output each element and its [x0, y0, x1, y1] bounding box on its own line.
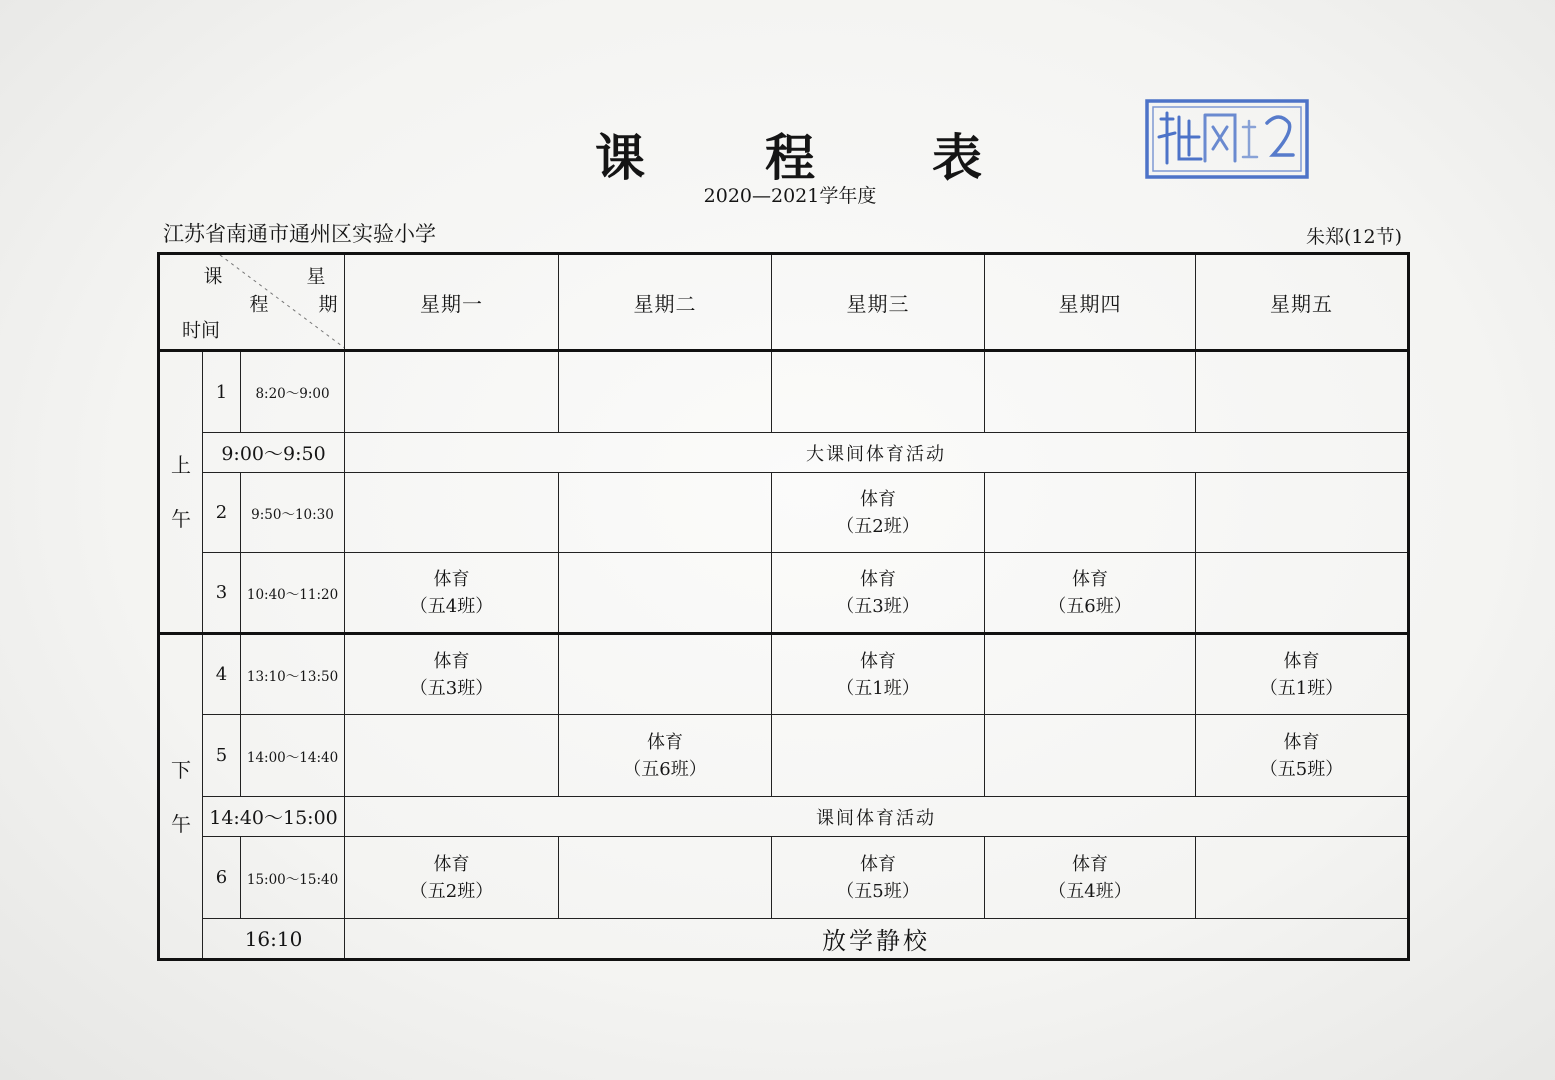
period-time: 8:20～9:00	[241, 351, 345, 433]
schedule-cell	[772, 553, 985, 634]
break-time: 9:00～9:50	[203, 433, 345, 473]
schedule-cell	[559, 837, 772, 919]
session-char: 午	[171, 811, 191, 836]
schedule-cell	[345, 634, 559, 715]
schedule-cell	[985, 837, 1196, 919]
session-morning	[159, 351, 203, 634]
schedule-cell	[345, 837, 559, 919]
teacher-name: 朱郑(12节)	[1305, 226, 1402, 248]
period-time: 10:40～11:20	[241, 553, 345, 634]
subject-text: 体育	[433, 568, 470, 590]
corner-label: 星	[306, 265, 326, 288]
schedule-cell	[985, 473, 1196, 553]
corner-label: 期	[318, 293, 338, 316]
schedule-cell	[559, 473, 772, 553]
schedule-cell	[772, 715, 985, 797]
schedule-cell	[1196, 715, 1409, 797]
subject-text: 体育	[860, 568, 897, 590]
break-row	[159, 797, 1409, 837]
schedule-cell	[1196, 553, 1409, 634]
subject-text: 体育	[1283, 731, 1320, 753]
class-text: （五4班）	[409, 595, 494, 617]
schedule-cell	[559, 634, 772, 715]
class-text: （五6班）	[1048, 595, 1132, 617]
period-row	[159, 473, 1409, 553]
header-row	[159, 254, 1409, 351]
dismissal-row	[159, 919, 1409, 960]
class-text: （五3班）	[836, 595, 920, 617]
title-char: 程	[765, 128, 815, 187]
schedule-cell	[1196, 351, 1409, 433]
subject-text: 体育	[860, 650, 897, 672]
school-name: 江苏省南通市通州区实验小学	[163, 222, 436, 246]
break-time: 14:40～15:00	[203, 797, 345, 837]
break-label: 大课间体育活动	[345, 433, 1409, 473]
schedule-cell	[559, 553, 772, 634]
period-number: 2	[203, 473, 241, 553]
schedule-cell	[1196, 473, 1409, 553]
title-char: 表	[932, 128, 982, 187]
period-row	[159, 351, 1409, 433]
day-header-wed: 星期三	[772, 254, 985, 351]
schedule-cell	[345, 473, 559, 553]
class-text: （五3班）	[409, 677, 494, 699]
schedule-cell	[345, 715, 559, 797]
session-char: 上	[171, 453, 191, 477]
session-char: 下	[171, 757, 191, 782]
dismissal-time: 16:10	[203, 919, 345, 960]
title-char: 课	[595, 128, 645, 187]
subject-text: 体育	[1072, 568, 1109, 590]
period-number: 3	[203, 553, 241, 634]
dismissal-label: 放学静校	[345, 919, 1409, 960]
school-year: 2020—2021学年度	[703, 185, 877, 207]
subject-text: 体育	[433, 650, 470, 672]
period-number: 1	[203, 351, 241, 433]
subject-text: 体育	[433, 853, 470, 875]
schedule-cell	[985, 351, 1196, 433]
period-number: 5	[203, 715, 241, 797]
schedule-cell	[985, 553, 1196, 634]
corner-header-cell	[159, 254, 345, 351]
break-label: 课间体育活动	[345, 797, 1409, 837]
class-text: （五5班）	[836, 880, 920, 902]
session-afternoon	[159, 634, 203, 960]
period-time: 15:00～15:40	[241, 837, 345, 919]
corner-label: 程	[249, 293, 269, 316]
schedule-cell	[985, 715, 1196, 797]
class-text: （五1班）	[836, 677, 920, 699]
class-text: （五6班）	[623, 758, 707, 780]
class-text: （五2班）	[836, 515, 920, 537]
subject-text: 体育	[860, 853, 897, 875]
schedule-cell	[1196, 634, 1409, 715]
break-row	[159, 433, 1409, 473]
subject-text: 体育	[1072, 853, 1109, 875]
schedule-cell	[345, 553, 559, 634]
period-time: 13:10～13:50	[241, 634, 345, 715]
period-time: 14:00～14:40	[241, 715, 345, 797]
corner-label: 时间	[181, 319, 221, 342]
period-row	[159, 715, 1409, 797]
timetable	[157, 252, 1410, 961]
period-number: 4	[203, 634, 241, 715]
period-row	[159, 553, 1409, 634]
period-row	[159, 837, 1409, 919]
period-time: 9:50～10:30	[241, 473, 345, 553]
schedule-cell	[1196, 837, 1409, 919]
class-text: （五2班）	[409, 880, 494, 902]
period-row	[159, 634, 1409, 715]
corner-label: 课	[203, 265, 223, 288]
schedule-cell	[559, 351, 772, 433]
day-header-thu: 星期四	[985, 254, 1196, 351]
schedule-cell	[985, 634, 1196, 715]
day-header-fri: 星期五	[1196, 254, 1409, 351]
period-number: 6	[203, 837, 241, 919]
day-header-tue: 星期二	[559, 254, 772, 351]
schedule-cell	[559, 715, 772, 797]
schedule-cell	[772, 351, 985, 433]
class-text: （五4班）	[1048, 880, 1132, 902]
schedule-cell	[772, 634, 985, 715]
class-text: （五1班）	[1259, 677, 1344, 699]
stamp-seal-icon	[1143, 97, 1315, 187]
day-header-mon: 星期一	[345, 254, 559, 351]
subject-text: 体育	[860, 488, 897, 510]
schedule-cell	[345, 351, 559, 433]
schedule-cell	[772, 473, 985, 553]
subject-text: 体育	[647, 731, 684, 753]
session-char: 午	[171, 507, 191, 531]
schedule-cell	[772, 837, 985, 919]
subject-text: 体育	[1283, 650, 1320, 672]
class-text: （五5班）	[1259, 758, 1344, 780]
